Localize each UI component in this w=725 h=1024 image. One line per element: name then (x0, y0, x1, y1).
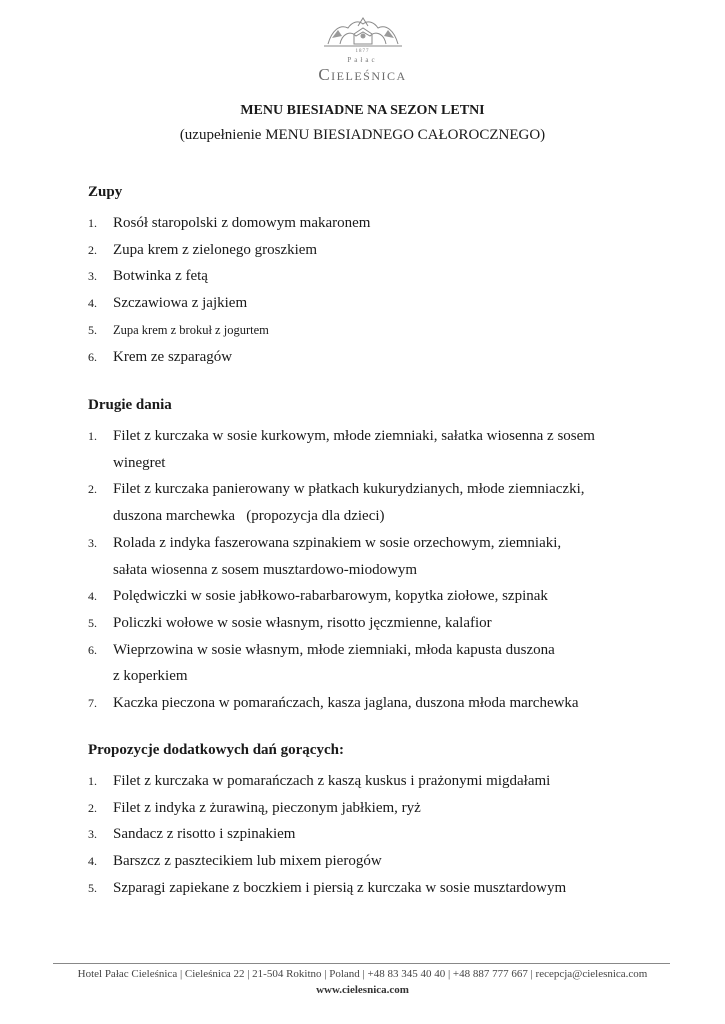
item-number: 5. (88, 615, 97, 630)
item-text: Policzki wołowe w sosie własnym, risotto jęczmienne, kalafior (113, 614, 492, 631)
item-text: Kaczka pieczona w pomarańczach, kasza jaglana, duszona młoda marchewka (113, 695, 579, 712)
section-heading: Drugie dania (88, 397, 172, 413)
item-text: Filet z indyka z żurawiną, pieczonym jabłkiem, ryż (113, 799, 421, 816)
footer-divider (53, 963, 670, 964)
item-text-continued: z koperkiem (113, 668, 188, 685)
item-text: Rolada z indyka faszerowana szpinakiem w sosie orzechowym, ziemniaki, (113, 534, 562, 551)
item-number: 4. (88, 296, 97, 311)
list-item (88, 821, 688, 848)
item-number: 7. (88, 696, 97, 711)
menu-subtitle: (uzupełnienie MENU BIESIADNEGO CAŁOROCZNEGO) (179, 127, 546, 143)
list-item (88, 317, 688, 344)
list-item (88, 530, 688, 583)
item-number: 2. (88, 482, 97, 497)
item-number: 5. (88, 880, 97, 895)
logo-subtitle: Pałac (347, 56, 378, 64)
item-number: 6. (88, 349, 97, 364)
hotel-logo (300, 14, 425, 82)
item-text: Rosół staropolski z domowym makaronem (113, 215, 371, 231)
item-text: Botwinka z fetą (113, 268, 208, 285)
item-text: Szparagi zapiekane z boczkiem i piersią z kurczaka w sosie musztardowym (113, 879, 567, 896)
item-text: Barszcz z pasztecikiem lub mixem pierogów (113, 853, 382, 870)
coat-of-arms-icon (318, 14, 408, 48)
item-number: 6. (88, 642, 97, 657)
logo-since: 1877 (355, 49, 370, 54)
menu-title: MENU BIESIADNE NA SEZON LETNI (240, 103, 485, 118)
footer-contact: Hotel Pałac Cieleśnica | Cieleśnica 22 | 21-504 Rokitno | Poland | +48 83 345 40 40 | +48 887 777 667 | recepcja@cielesnica.com (77, 968, 648, 980)
soups-section (88, 183, 688, 370)
item-text-continued: duszona marchewka (propozycja dla dzieci) (113, 508, 385, 525)
list-item (88, 210, 688, 237)
list-item (88, 768, 688, 795)
item-text: Polędwiczki w sosie jabłkowo-rabarbarowym, kopytka ziołowe, szpinak (113, 588, 548, 605)
item-text: Krem ze szparagów (113, 348, 233, 365)
list-item (88, 263, 688, 290)
list-item (88, 290, 688, 317)
list-item (88, 344, 688, 371)
item-number: 4. (88, 854, 97, 869)
item-number: 1. (88, 774, 97, 788)
logo-name: Cieleśnica (318, 65, 407, 84)
item-text: Zupa krem z brokuł z jogurtem (113, 322, 269, 337)
list-item (88, 690, 688, 717)
item-number: 3. (88, 535, 97, 550)
item-text: Zupa krem z zielonego groszkiem (113, 241, 318, 258)
item-number: 3. (88, 269, 97, 284)
item-text: Filet z kurczaka w sosie kurkowym, młode ziemniaki, sałatka wiosenna z sosem (113, 428, 595, 444)
section-heading: Zupy (88, 184, 123, 200)
list-item (88, 476, 688, 529)
mains-section (88, 396, 688, 717)
item-text-continued: winegret (113, 454, 166, 471)
soups-list (88, 210, 688, 370)
mains-list (88, 423, 688, 717)
list-item (88, 423, 688, 476)
item-number: 1. (88, 216, 97, 230)
item-number: 5. (88, 322, 97, 337)
list-item (88, 875, 688, 902)
footer-website-link[interactable]: www.cielesnica.com (316, 984, 409, 996)
item-text: Sandacz z risotto i szpinakiem (113, 826, 296, 843)
item-number: 1. (88, 429, 97, 443)
item-number: 2. (88, 800, 97, 815)
extras-list (88, 768, 688, 902)
item-number: 3. (88, 827, 97, 842)
item-text: Wieprzowina w sosie własnym, młode ziemniaki, młoda kapusta duszona (113, 641, 555, 658)
item-number: 4. (88, 589, 97, 604)
item-text: Szczawiowa z jajkiem (113, 295, 248, 312)
list-item (88, 583, 688, 610)
list-item (88, 237, 688, 264)
list-item (88, 848, 688, 875)
item-text: Filet z kurczaka w pomarańczach z kaszą kuskus i prażonymi migdałami (113, 773, 551, 789)
item-text: Filet z kurczaka panierowany w płatkach kukurydzianych, młode ziemniaczki, (113, 481, 585, 498)
item-number: 2. (88, 242, 97, 257)
list-item (88, 795, 688, 822)
section-heading: Propozycje dodatkowych dań gorących: (88, 742, 344, 758)
list-item (88, 637, 688, 690)
extras-section (88, 741, 688, 902)
item-text-continued: sałata wiosenna z sosem musztardowo-miodowym (113, 561, 418, 578)
list-item (88, 610, 688, 637)
